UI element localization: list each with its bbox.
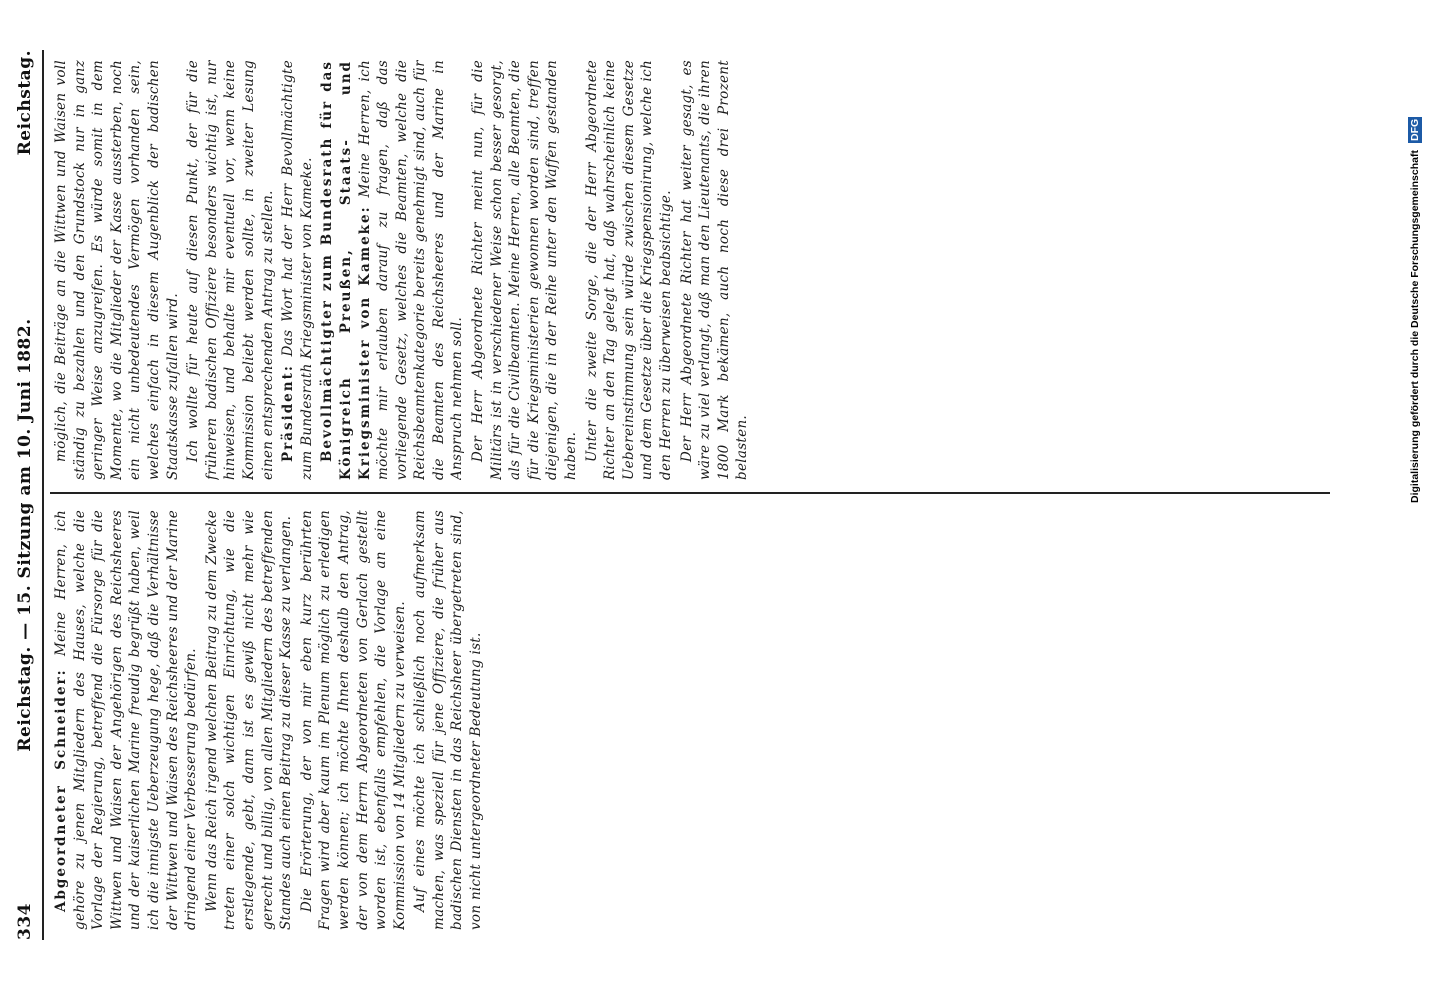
- page-header: [12, 50, 38, 940]
- running-head: Reichstag.: [15, 50, 35, 156]
- president-text: Das Wort hat der Herr Bevollmächtigte zum Bundesrath Kriegsminister von Kameke.: [280, 60, 315, 480]
- paragraph: möglich, die Beiträge an die Wittwen und Waisen voll ständig zu bezahlen und den Grundstock nur in ganz geringer Weise anzugreifen. Es würde somit in dem Momente, wo die Mitglieder der Kasse aussterben, noch ein nicht unbedeutendes Vermögen vorhanden sein, welches einfach in diesem Augenblick der badischen Staatskasse zufallen wird.: [53, 60, 181, 480]
- paragraph: Ich wollte für heute auf diesen Punkt, der für die früheren badischen Offiziere besonders wichtig ist, nur hinweisen, und behalte mir eventuell vor, wenn keine Kommission beliebt werden sollte, in zweiter Lesung einen entsprechenden Antrag zu stellen.: [185, 60, 276, 480]
- minister-label: Bevollmächtigter zum Bundesrath für das Königreich Preußen, Staats- und Kriegsminister von Kameke:: [319, 60, 373, 480]
- paragraph: Wenn das Reich irgend welchen Beitrag zu dem Zwecke treten einer solch wichtigen Einrichtung, wie die erstlegende, gebt, dann ist es gewiß nicht mehr wie gerecht und billig, von allen Mitgliedern des betreffenden Standes auch einen Beitrag zu dieser Kasse zu verlangen.: [203, 510, 295, 930]
- digitization-credit: [1408, 30, 1428, 590]
- column-divider: [50, 492, 1330, 494]
- credit-text: Digitalisierung gefördert durch die Deutsche Forschungsgemeinschaft: [1409, 150, 1421, 504]
- page-title: Reichstag. — 15. Sitzung am 10. Juni 1882.: [15, 318, 35, 752]
- paragraph: Meine Herren, ich gehöre zu jenen Mitgliedern des Hauses, welche die Vorlage der Regierung, betreffend die Fürsorge für die Wittwen und Waisen der Angehörigen des Reichsheeres und der kaiserlichen Marine freudig begrüßt haben, weil ich die innigste Ueberzeugung hege, daß die Verhältnisse der Wittwen und Waisen des Reichsheeres und der Marine dringend einer Verbesserung bedürfen.: [53, 510, 200, 930]
- paragraph: Auf eines möchte ich schließlich noch aufmerksam machen, was speziell für jene Offiziere, die früher aus badischen Diensten in das Reichsheer übergetreten sind, von nicht untergeordneter Bedeutung ist.: [412, 510, 485, 930]
- right-column: [52, 60, 932, 480]
- page-number: 334: [15, 903, 35, 940]
- speaker-name: Abgeordneter Schneider:: [53, 668, 69, 912]
- header-rule: [42, 50, 44, 940]
- president-label: Präsident:: [280, 364, 297, 462]
- paragraph: Der Herr Abgeordnete Richter hat weiter gesagt, es wäre zu viel verlangt, daß man den Lieutenants, die ihren 1800 Mark bekämen, auch noch diese drei Prozent belasten.: [678, 60, 751, 480]
- dfg-logo: DFG: [1409, 118, 1421, 142]
- left-column: [52, 510, 932, 930]
- paragraph: Der Herr Abgeordnete Richter meint nun, für die Militärs ist in verschiedener Weise schon besser gesorgt, als für die Civilbeamten. Meine Herren, alle Beamten, die für die Kriegsministerien gewonnen worden sind, treffen diejenigen, die in der Reihe unter den Waffen gestanden haben.: [470, 60, 580, 480]
- paragraph: Die Erörterung, der von mir eben kurz berührten Fragen wird aber kaum im Plenum möglich zu erledigen werden können; ich möchte Ihnen deshalb den Antrag, der von dem Herrn Abgeordneten von Gerlach gestellt worden ist, ebenfalls empfehlen, die Vorlage an eine Kommission von 14 Mitgliedern zu verweisen.: [298, 510, 408, 930]
- paragraph: Unter die zweite Sorge, die der Herr Abgeordnete Richter an den Tag gelegt hat, daß wahrscheinlich keine Uebereinstimmung sein würde zwischen diesem Gesetze und dem Gesetze über die Kriegspensionirung, welche ich den Herren zu überweisen beabsichtige.: [583, 60, 674, 480]
- paragraph: Meine Herren, ich möchte mir erlauben darauf zu fragen, daß das vorliegende Gesetz, welches die Beamten, welche die Reichsbeamtenkategorie bereits genehmigt sind, auch für die Beamten des Reichsheeres und der Marine in Anspruch nehmen soll.: [356, 60, 466, 480]
